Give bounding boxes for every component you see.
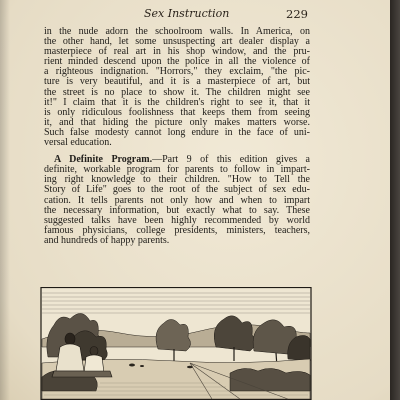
text-line: Such false modesty cannot long endure in the face of uni- bbox=[44, 126, 310, 138]
text-line: ture is very beautiful, and it is a masterpiece of art, but bbox=[44, 76, 310, 88]
paragraph-definite-program bbox=[44, 155, 310, 246]
text-line: it!" I claim that it is the children's right to see it, that it bbox=[44, 96, 310, 108]
book-edge bbox=[390, 0, 400, 400]
text-line: the necessary information, but exactly what to say. These bbox=[44, 204, 310, 216]
text-line: in the nude adorn the schoolroom walls. In America, on bbox=[44, 26, 310, 37]
text-line: suggested talks have been highly recommended by world bbox=[44, 214, 310, 226]
text-line: ing right knowledge to their children. "How to Tell the bbox=[44, 174, 310, 186]
text-line: masterpiece of real art in his shop window, and the pru- bbox=[44, 46, 310, 58]
text-line: a righteous indignation. "Horrors," they exclaim, "the pic- bbox=[44, 66, 310, 78]
text-line: famous physicians, college presidents, ministers, teachers, bbox=[44, 224, 310, 236]
text-line: the street is no place to show it. The children might see bbox=[44, 86, 310, 98]
paragraph-art-education bbox=[44, 27, 310, 148]
text-line: versal education. bbox=[44, 137, 112, 149]
page-number: 229 bbox=[286, 7, 308, 21]
running-title: Sex Instruction bbox=[144, 7, 230, 20]
text-line: Story of Life" goes to the root of the subject of sex edu- bbox=[44, 184, 310, 196]
text-line: definite, workable program for parents to follow in impart- bbox=[44, 164, 310, 176]
engraved-illustration bbox=[40, 287, 312, 400]
text-line: rient minded descend upon the police in all the violence of bbox=[44, 56, 310, 68]
section-lead-heading: A Definite Program. bbox=[54, 154, 153, 166]
page-header bbox=[38, 7, 308, 21]
text-line: it, and that hiding the picture only makes matters worse. bbox=[44, 116, 310, 128]
text-line: cation. It tells parents not only how and when to impart bbox=[44, 194, 310, 206]
text-line: the other hand, let some unsuspecting art dealer display a bbox=[44, 36, 310, 48]
text-line-rest: —Part 9 of this edition gives a bbox=[152, 154, 310, 166]
text-line: and hundreds of happy parents. bbox=[44, 234, 170, 246]
text-line: is only ridiculous foolishness that keeps them from seeing bbox=[44, 106, 310, 118]
body-text bbox=[44, 27, 310, 246]
gutter-shadow bbox=[0, 0, 10, 400]
